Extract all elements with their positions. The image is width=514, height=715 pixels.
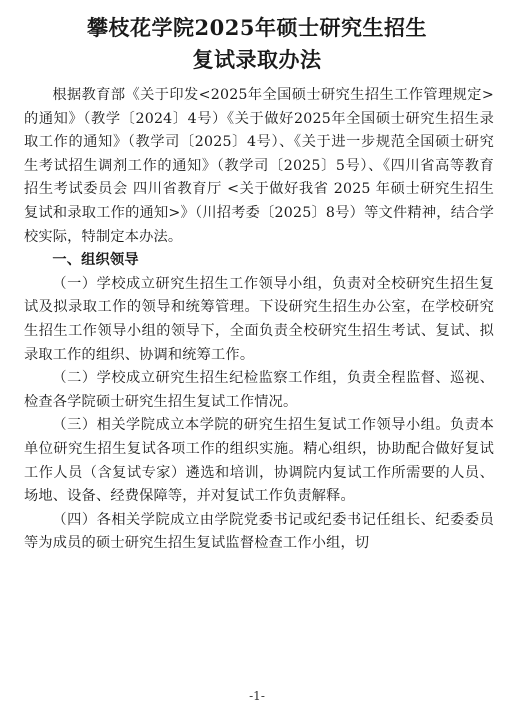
document-title	[0, 12, 514, 76]
title-line-1: 攀枝花学院2025年硕士研究生招生	[87, 15, 427, 40]
intro-paragraph: 根据教育部《关于印发<2025年全国硕士研究生招生工作管理规定>的通知》（教学〔2024〕4号）《关于做好2025年全国硕士研究生招生录取工作的通知》（教学司〔2025〕4号）、《关于进一步规范全国硕士研究生考试招生调剂工作的通知》（教学司〔2025〕5号）、《四川省高等教育招生考试委员会 四川省教育厅 <关于做好我省 2025 年硕士研究生招生复试和录取工作的通知>》（川招考委〔2025〕8号）等文件精神，结合学校实际，特制定本办法。	[24, 87, 494, 245]
paragraph-item-2: （二）学校成立研究生招生纪检监察工作组，负责全程监督、巡视、检查各学院硕士研究生招生复试工作情况。	[24, 370, 494, 410]
title-line-2: 复试录取办法	[192, 47, 322, 72]
paragraph-item-3: （三）相关学院成立本学院的研究生招生复试工作领导小组。负责本单位研究生招生复试各项工作的组织实施。精心组织，协助配合做好复试工作人员（含复试专家）遴选和培训，协调院内复试工作所需要的人员、场地、设备、经费保障等，并对复试工作负责解释。	[24, 417, 494, 505]
page-number: -1-	[249, 689, 265, 703]
paragraph-item-1: （一）学校成立研究生招生工作领导小组，负责对全校研究生招生复试及拟录取工作的领导和统筹管理。下设研究生招生办公室，在学校研究生招生工作领导小组的领导下，全面负责全校研究生招生考试、复试、拟录取工作的组织、协调和统筹工作。	[24, 275, 494, 363]
section-heading-organization: 一、组织领导	[52, 252, 139, 269]
document-body	[24, 84, 494, 556]
paragraph-item-4: （四）各相关学院成立由学院党委书记或纪委书记任组长、纪委委员等为成员的硕士研究生招生复试监督检查工作小组，切	[24, 511, 494, 552]
